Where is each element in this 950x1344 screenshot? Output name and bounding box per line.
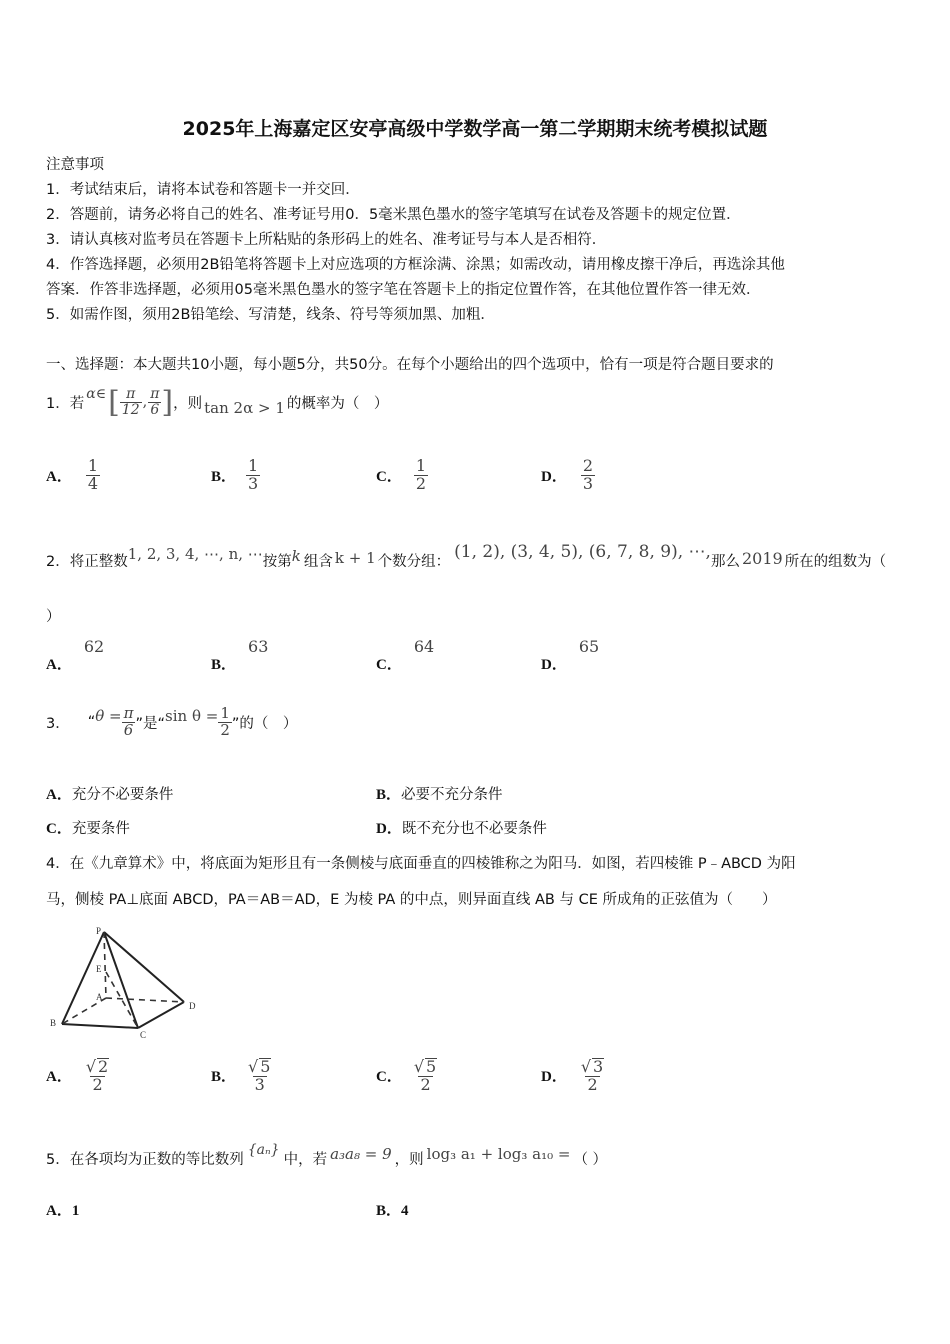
question-3: 3． “ θ = $\frac{\pi}{6}$ ”是“ sin θ = $\frac{1}{2}$ ”的（ ）	[46, 703, 298, 739]
label-c: C	[140, 1030, 147, 1040]
label-e: E	[96, 964, 102, 974]
q5-expression: log₃ a₁ + log₃ a₁₀ =	[426, 1145, 571, 1163]
notice-item: 4．作答选择题，必须用2B铅笔将答题卡上对应选项的方框涂满、涂黑；如需改动，请用橡皮擦干净后，再选涂其他	[46, 257, 785, 273]
q2-option-a[interactable]: A． 62	[46, 637, 105, 673]
q2-close-paren: ）	[46, 609, 61, 625]
notice-item: 3．请认真核对监考员在答题卡上所粘贴的条形码上的姓名、准考证号与本人是否相符．	[46, 232, 607, 248]
question-2: 2． 将正整数 1, 2, 3, 4, ⋯, n, ⋯ 按第 k 组含 k + 1 个数分组： (1, 2), (3, 4, 5), (6, 7, 8, 9), ⋯, 那么 2019 所在的组数为（	[46, 542, 887, 570]
question-5: 5． 在各项均为正数的等比数列 {aₙ} 中，若 a₃a₈ = 9 ，则 log₃ a₁ + log₃ a₁₀ = （ ）	[46, 1142, 608, 1168]
q5-condition: a₃a₈ = 9	[330, 1145, 392, 1163]
question-number: 5．	[46, 1151, 70, 1168]
question-number: 1．	[46, 395, 70, 412]
q2-option-c[interactable]: C． 64	[376, 637, 435, 673]
q1-option-a[interactable]: A． $\frac{1}{4}$	[46, 456, 99, 493]
question-4-line2: 马，侧棱 PA⊥底面 ABCD，PA＝AB＝AD，E 为棱 PA 的中点，则异面直线 AB 与 CE 所成角的正弦值为（ ）	[46, 892, 777, 908]
q1-text-mid: ，则	[173, 395, 203, 412]
q3-option-c[interactable]: C．充要条件	[46, 821, 130, 837]
q1-left-bracket: [	[108, 384, 120, 420]
notice-heading: 注意事项	[46, 157, 104, 173]
q4-option-a[interactable]: A． $\frac{√ 2}{2}$	[46, 1057, 109, 1094]
q1-option-c[interactable]: C． $\frac{1}{2}$	[376, 456, 427, 493]
q2-option-d[interactable]: D． 65	[541, 637, 600, 673]
q3-fraction-1-2: $\frac{1}{2}$	[220, 703, 230, 739]
q1-expression: tan 2α > 1	[204, 399, 285, 417]
q5-sequence: {aₙ}	[247, 1142, 280, 1158]
pyramid-figure	[44, 924, 214, 1044]
label-a: A	[96, 992, 103, 1002]
edge-pb	[62, 932, 104, 1024]
edge-cd	[138, 1002, 184, 1028]
notice-item: 5．如需作图，须用2B铅笔绘、写清楚，线条、符号等须加黑、加粗．	[46, 307, 495, 323]
question-4-line1: 4．在《九章算术》中，将底面为矩形且有一条侧棱与底面垂直的四棱锥称之为阳马．如图，若四棱锥 P﹣ABCD 为阳	[46, 856, 796, 872]
q2-groups: (1, 2), (3, 4, 5), (6, 7, 8, 9), ⋯,	[454, 542, 711, 562]
q1-text-post: 的概率为（ ）	[286, 395, 389, 412]
q5-option-b[interactable]: B．4	[376, 1203, 409, 1219]
label-b: B	[50, 1018, 57, 1028]
q2-option-b[interactable]: B． 63	[211, 637, 269, 673]
q3-fraction-pi-6: $\frac{\pi}{6}$	[123, 703, 134, 739]
label-d: D	[189, 1001, 196, 1011]
q1-option-b[interactable]: B． $\frac{1}{3}$	[211, 456, 259, 493]
q4-option-c[interactable]: C． $\frac{√ 5}{2}$	[376, 1057, 437, 1094]
edge-bc	[62, 1024, 138, 1028]
q3-option-a[interactable]: A．充分不必要条件	[46, 787, 174, 803]
page-title: 2025年上海嘉定区安亭高级中学数学高一第二学期期末统考模拟试题	[182, 118, 768, 140]
notice-item: 答案．作答非选择题，必须用05毫米黑色墨水的签字笔在答题卡上的指定位置作答，在其他位置作答一律无效．	[46, 282, 761, 298]
label-p: P	[96, 926, 102, 936]
q4-option-d[interactable]: D． $\frac{√ 3}{2}$	[541, 1057, 604, 1094]
q5-option-a[interactable]: A．1	[46, 1203, 80, 1219]
q1-fraction-lower: $\frac{\pi}{12}$	[121, 385, 140, 418]
notice-item: 2．答题前，请务必将自己的姓名、准考证号用0．5毫米黑色墨水的签字笔填写在试卷及答题卡的规定位置．	[46, 207, 741, 223]
q3-option-b[interactable]: B．必要不充分条件	[376, 787, 503, 803]
q1-option-d[interactable]: D． $\frac{2}{3}$	[541, 456, 594, 493]
question-1: 1． 若 α∈ [ $\frac{\pi}{12}$ , $\frac{\pi}{6}$ ] ，则 tan 2α > 1 的概率为（ ）	[46, 384, 389, 420]
q4-option-b[interactable]: B． $\frac{√ 5}{3}$	[211, 1057, 271, 1094]
q3-option-d[interactable]: D．既不充分也不必要条件	[376, 821, 547, 837]
q2-sequence: 1, 2, 3, 4, ⋯, n, ⋯	[127, 545, 263, 563]
question-number: 2．	[46, 553, 70, 570]
q1-alpha-in: α∈	[86, 386, 107, 402]
edge-pa	[104, 932, 106, 998]
notice-item: 1．考试结束后，请将本试卷和答题卡一并交回．	[46, 182, 360, 198]
q1-fraction-upper: $\frac{\pi}{6}$	[150, 385, 160, 418]
section-header: 一、选择题：本大题共10小题，每小题5分，共50分。在每个小题给出的四个选项中，恰有一项是符合题目要求的	[46, 357, 774, 373]
edge-ad	[106, 998, 184, 1002]
q1-text-pre: 若	[69, 395, 85, 412]
q1-right-bracket: ]	[161, 384, 174, 420]
question-number: 3．	[46, 715, 70, 732]
